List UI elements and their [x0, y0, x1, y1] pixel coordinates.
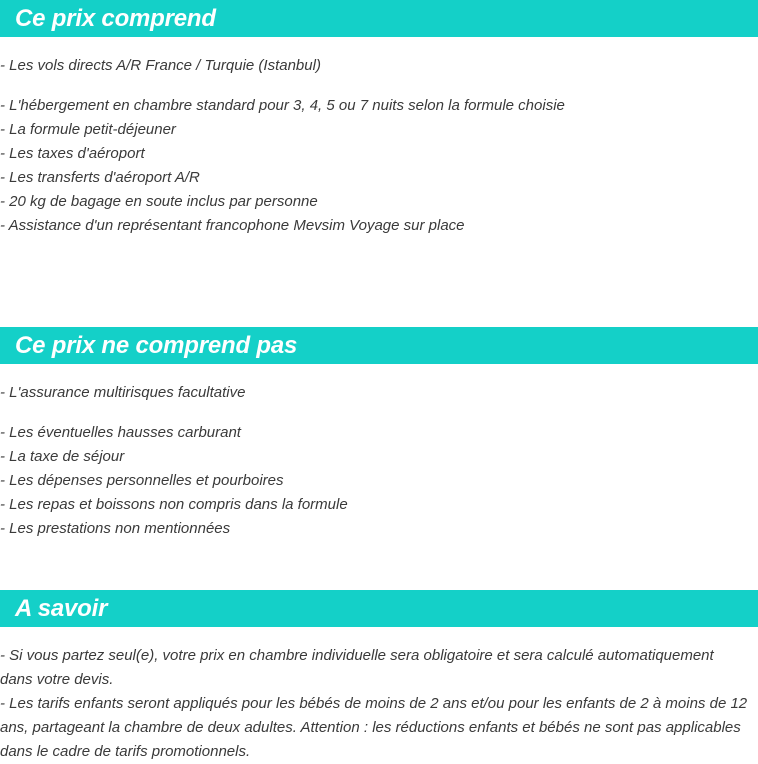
included-list	[0, 54, 758, 238]
list-item: - Les taxes d'aéroport	[0, 145, 145, 162]
list-item: - L'hébergement en chambre standard pour 3, 4, 5 ou 7 nuits selon la formule choisie	[0, 97, 565, 114]
list-item: - Les repas et boissons non compris dans la formule	[0, 496, 348, 513]
list-item: - La formule petit-déjeuner	[0, 121, 176, 138]
list-item: - Les tarifs enfants seront appliqués pour les bébés de moins de 2 ans et/ou pour les enfants de 2 à moins de 12 ans, partageant la chambre de deux adultes. Attention : les réductions enfants et bébés ne sont pas applicables dans le cadre de tarifs promotionnels.	[0, 695, 748, 760]
section-title-included: Ce prix comprend	[15, 4, 216, 32]
list-item: - 20 kg de bagage en soute inclus par personne	[0, 193, 318, 210]
section-header-not-included	[0, 327, 758, 364]
section-header-included	[0, 0, 758, 37]
list-item: - Les prestations non mentionnées	[0, 520, 231, 537]
list-item: - Les vols directs A/R France / Turquie (Istanbul)	[0, 57, 321, 74]
list-item: - Assistance d'un représentant francophone Mevsim Voyage sur place	[0, 217, 465, 234]
list-item: - Les dépenses personnelles et pourboires	[0, 472, 284, 489]
good-to-know-list	[0, 644, 758, 764]
list-item: - Les éventuelles hausses carburant	[0, 424, 241, 441]
list-item: - L'assurance multirisques facultative	[0, 384, 246, 401]
not-included-list	[0, 381, 758, 541]
section-header-good-to-know	[0, 590, 758, 627]
section-title-not-included: Ce prix ne comprend pas	[15, 331, 298, 359]
list-item: - La taxe de séjour	[0, 448, 125, 465]
list-item: - Si vous partez seul(e), votre prix en chambre individuelle sera obligatoire et sera calculé automatiquement dans votre devis.	[0, 647, 714, 688]
section-title-good-to-know: A savoir	[15, 594, 108, 622]
list-item: - Les transferts d'aéroport A/R	[0, 169, 200, 186]
